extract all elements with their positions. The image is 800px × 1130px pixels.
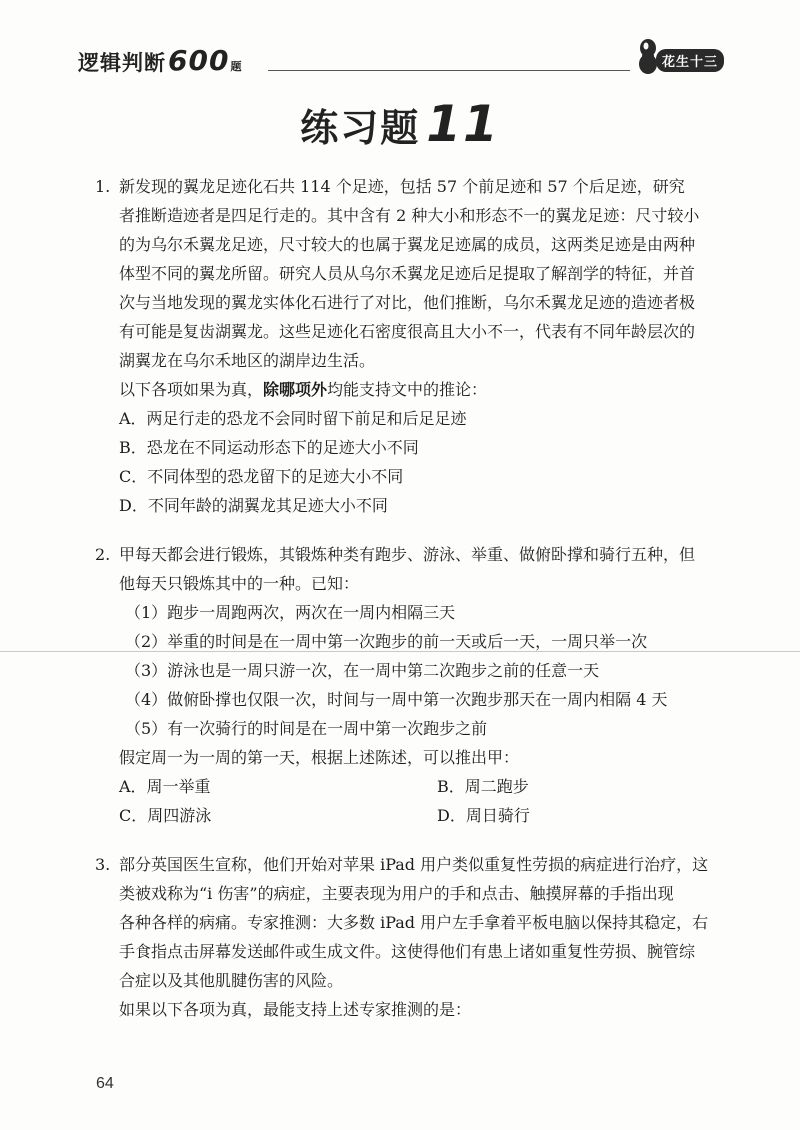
stem-line: 体型不同的翼龙所留。研究人员从乌尔禾翼龙足迹后足提取了解剖学的特征，并首 xyxy=(119,264,696,283)
book-title-suffix: 题 xyxy=(230,60,243,73)
stem-line: 次与当地发现的翼龙实体化石进行了对比，他们推断，乌尔禾翼龙足迹的造迹者极 xyxy=(119,293,696,312)
option-a[interactable]: A．周一举重 xyxy=(119,777,211,796)
stem-line: 者推断造迹者是四足行走的。其中含有 2 种大小和形态不一的翼龙足迹：尺寸较小 xyxy=(119,206,700,225)
question-number: 3. xyxy=(95,855,111,874)
condition-4: （4）做俯卧撑也仅限一次，时间与一周中第一次跑步那天在一周内相隔 4 天 xyxy=(125,690,668,709)
book-title-text: 逻辑判断 xyxy=(78,51,166,75)
page-title-text: 练习题 xyxy=(300,106,421,150)
page-title xyxy=(0,95,800,153)
option-d[interactable]: D．不同年龄的湖翼龙其足迹大小不同 xyxy=(119,496,388,515)
page-number: 64 xyxy=(96,1075,114,1092)
question-1 xyxy=(95,172,731,520)
condition-1: （1）跑步一周跑两次，两次在一周内相隔三天 xyxy=(125,603,456,622)
stem-line: 类被戏称为“i 伤害”的病症，主要表现为用户的手和点击、触摸屏幕的手指出现 xyxy=(119,884,674,903)
brand-text: 花生十三 xyxy=(656,49,724,72)
option-c[interactable]: C．周四游泳 xyxy=(119,806,212,825)
question-prompt-emphasis: 除哪项外 xyxy=(263,380,328,399)
option-grid xyxy=(95,772,731,830)
question-3-stem xyxy=(95,850,731,995)
question-2-stem xyxy=(95,540,731,598)
exercise-content xyxy=(95,172,731,1024)
condition-3: （3）游泳也是一周只游一次，在一周中第二次跑步之前的任意一天 xyxy=(125,661,600,680)
option-b[interactable]: B．恐龙在不同运动形态下的足迹大小不同 xyxy=(119,438,419,457)
stem-line: 湖翼龙在乌尔禾地区的湖岸边生活。 xyxy=(119,351,376,370)
stem-line: 各种各样的病痛。专家推测：大多数 iPad 用户左手拿着平板电脑以保持其稳定，右 xyxy=(119,913,709,932)
question-1-stem xyxy=(95,172,731,375)
stem-line: 部分英国医生宣称，他们开始对苹果 iPad 用户类似重复性劳损的病症进行治疗，这 xyxy=(119,855,709,874)
stem-line: 手食指点击屏幕发送邮件或生成文件。这使得他们有患上诸如重复性劳损、腕管综 xyxy=(119,942,696,961)
stem-line: 合症以及其他肌腱伤害的风险。 xyxy=(119,971,344,990)
question-prompt: 如果以下各项为真，最能支持上述专家推测的是： xyxy=(119,1000,472,1019)
stem-line: 有可能是复齿湖翼龙。这些足迹化石密度很高且大小不一，代表有不同年龄层次的 xyxy=(119,322,696,341)
question-prompt xyxy=(95,375,731,404)
stem-line: 甲每天都会进行锻炼，其锻炼种类有跑步、游泳、举重、做俯卧撑和骑行五种，但 xyxy=(119,545,696,564)
question-spacer xyxy=(95,830,731,850)
brand-badge xyxy=(636,38,728,76)
question-3 xyxy=(95,850,731,1024)
page-title-number: 11 xyxy=(426,95,500,153)
option-a[interactable]: A．两足行走的恐龙不会同时留下前足和后足足迹 xyxy=(119,409,467,428)
option-c[interactable]: C．不同体型的恐龙留下的足迹大小不同 xyxy=(119,467,404,486)
question-prompt: 假定周一为一周的第一天，根据上述陈述，可以推出甲： xyxy=(119,748,520,767)
book-title-number: 600 xyxy=(168,44,230,77)
question-number: 2. xyxy=(95,545,111,564)
header-rule xyxy=(268,70,630,71)
option-b[interactable]: B．周二跑步 xyxy=(437,777,529,796)
stem-line: 新发现的翼龙足迹化石共 114 个足迹，包括 57 个前足迹和 57 个后足迹，研究 xyxy=(119,177,685,196)
running-header xyxy=(78,38,728,78)
question-spacer xyxy=(95,520,731,540)
stem-line: 的为乌尔禾翼龙足迹，尺寸较大的也属于翼龙足迹属的成员，这两类足迹是由两种 xyxy=(119,235,696,254)
question-prompt-pre: 以下各项如果为真， xyxy=(119,380,264,399)
stem-line: 他每天只锻炼其中的一种。已知： xyxy=(119,574,360,593)
condition-2: （2）举重的时间是在一周中第一次跑步的前一天或后一天，一周只举一次 xyxy=(125,632,648,651)
book-title xyxy=(78,44,242,77)
condition-5: （5）有一次骑行的时间是在一周中第一次跑步之前 xyxy=(125,719,488,738)
question-prompt-post: 均能支持文中的推论： xyxy=(327,380,488,399)
question-number: 1. xyxy=(95,177,111,196)
option-d[interactable]: D．周日骑行 xyxy=(437,806,530,825)
question-2 xyxy=(95,540,731,830)
